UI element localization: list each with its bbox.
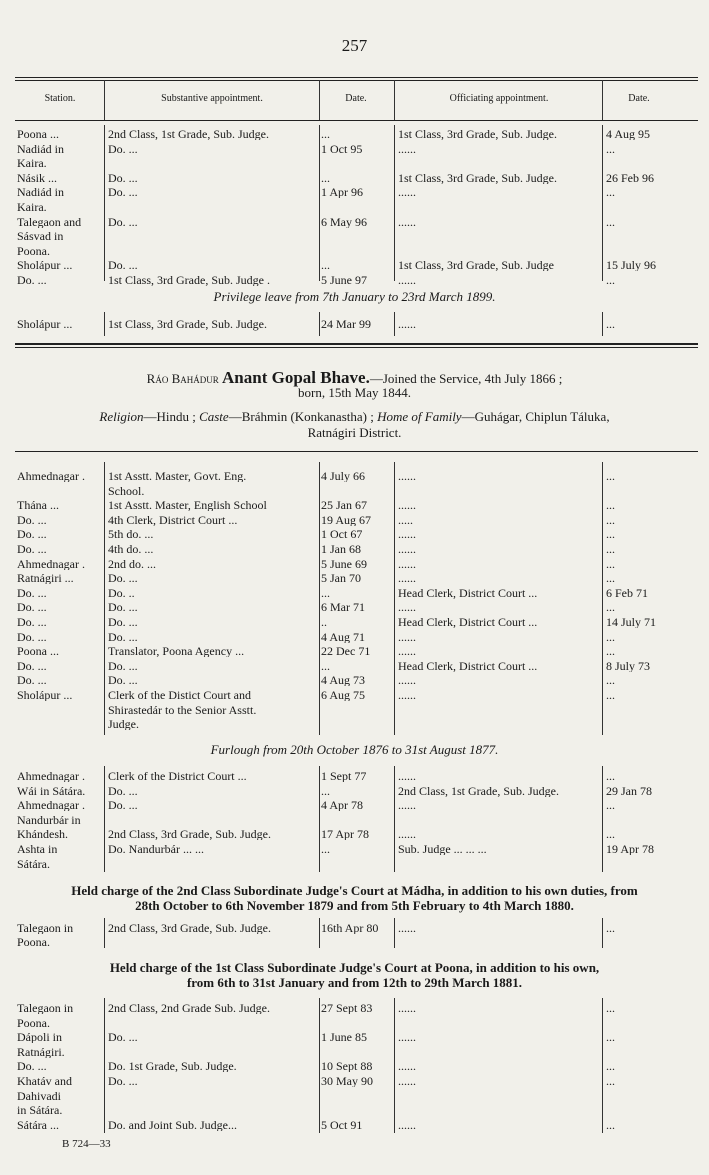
officiating-cell: ...... [398,645,416,658]
station-cell: Poona ... [17,645,59,658]
station-cell: Kaira. [17,157,47,170]
substantive-cell: Do. ... [108,784,138,797]
date-cell: ... [321,586,330,599]
substantive-cell: 1st Class, 3rd Grade, Sub. Judge . [108,274,270,286]
col-header-station: Station. [44,93,76,104]
column-divider [104,998,105,1133]
page-number: 257 [341,36,368,55]
religion: —Hindu ; [143,409,196,424]
officiating-date-cell: 26 Feb 96 [606,171,654,184]
officiating-cell: Head Clerk, District Court ... [398,586,538,599]
column-divider [319,766,320,872]
station-cell: Sásvad in [17,230,64,243]
held-charge-note-1: Held charge of the 2nd Class Subordinate Judge's Court at Mádha, in addition to his own duties, from [71,883,638,898]
substantive-cell: 1st Asstt. Master, Govt. Eng. [108,470,247,482]
substantive-cell: Do. ... [108,601,138,614]
station-cell: Do. ... [17,659,47,672]
substantive-cell: 2nd Class, 3rd Grade, Sub. Judge. [108,922,271,934]
station-cell: Ashta in [17,843,58,855]
bio-line-3 [0,410,709,424]
date-cell: ... [321,659,330,672]
station-cell: Do. ... [17,274,47,286]
substantive-cell: Clerk of the Distict Court and [108,689,251,701]
station-cell: Dahivadi [17,1089,61,1102]
station-cell: Khándesh. [17,828,68,841]
officiating-cell: ...... [398,1031,416,1044]
column-divider [602,125,603,281]
officiating-date-cell: ... [606,828,615,841]
header-divider [394,80,395,120]
officiating-date-cell: 19 Apr 78 [606,843,654,855]
officiating-date-cell: 14 July 71 [606,616,657,628]
date-cell: 5 June 97 [321,274,367,286]
footer-signature: B 724—33 [62,1138,111,1150]
officiating-date-cell: ... [606,601,615,614]
officiating-date-cell: ... [606,674,615,687]
substantive-cell: 2nd do. ... [108,557,156,570]
date-cell: 4 Aug 73 [321,674,366,687]
station-cell: Do. ... [17,586,47,599]
officiating-cell: 1st Class, 3rd Grade, Sub. Judge. [398,171,557,184]
officiating-cell: 1st Class, 3rd Grade, Sub. Judge [398,259,554,272]
substantive-cell: Clerk of the District Court ... [108,770,247,782]
officiating-cell: ...... [398,630,416,643]
substantive-cell: 4th do. ... [108,543,154,555]
station-cell: in Sátára. [17,1104,63,1117]
officiating-cell: ...... [398,543,416,555]
officiating-date-cell: ... [606,1118,615,1131]
date-cell: 5 June 69 [321,557,367,570]
substantive-cell: School. [108,484,145,497]
col-header-officiating: Officiating appointment. [449,93,549,104]
officiating-cell: ...... [398,274,416,286]
date-cell: 25 Jan 67 [321,499,367,512]
officiating-cell: ...... [398,528,416,541]
substantive-cell: Translator, Poona Agency ... [108,645,245,658]
officiating-date-cell: ... [606,528,615,541]
column-divider [394,125,395,281]
substantive-cell: Shirastedár to the Senior Asstt. [108,703,257,716]
officiating-cell: Sub. Judge ... ... ... [398,843,487,855]
column-divider [104,766,105,872]
substantive-cell: 5th do. ... [108,528,154,541]
officiating-cell: ...... [398,601,416,614]
bio-line-1: —Joined the Service, 4th July 1866 ; [369,371,563,386]
column-divider [319,998,320,1133]
date-cell: 5 Oct 91 [321,1118,363,1131]
substantive-cell: Do. ... [108,186,138,199]
station-cell: Dápoli in [17,1031,62,1044]
officiating-cell: ...... [398,470,416,482]
officiating-cell: ..... [398,513,413,526]
date-cell: 6 Aug 75 [321,689,366,701]
station-cell: Do. ... [17,674,47,687]
date-cell: 1 June 85 [321,1031,367,1044]
date-cell: 1 Oct 95 [321,142,363,155]
station-cell: Do. ... [17,1060,47,1073]
station-cell: Sholápur ... [17,259,73,272]
substantive-cell: Do. ... [108,659,138,672]
substantive-cell: Do. Nandurbár ... ... [108,843,204,855]
header-divider [602,80,603,120]
date-cell: .. [321,616,327,628]
bio-line-4: Ratnágiri District. [307,425,402,440]
officiating-cell: ...... [398,142,416,155]
date-cell: 16th Apr 80 [321,922,379,934]
officiating-date-cell: 6 Feb 71 [606,586,648,599]
column-divider [104,312,105,336]
station-cell: Nandurbár in [17,813,81,826]
station-cell: Do. ... [17,528,47,541]
date-cell: 1 Jan 68 [321,543,361,555]
table2-rule [15,451,698,452]
column-divider [602,766,603,872]
held-charge-note-2: Held charge of the 1st Class Subordinate Judge's Court at Poona, in addition to his own, [109,960,600,975]
col-header-date: Date. [345,93,367,104]
station-cell: Ratnágiri. [17,1045,65,1058]
substantive-cell: 1st Class, 3rd Grade, Sub. Judge. [108,317,267,331]
col-header-date-2: Date. [628,93,650,104]
substantive-cell: Do. ... [108,171,138,184]
officiating-cell: ...... [398,922,416,934]
officiating-cell: Head Clerk, District Court ... [398,616,538,628]
substantive-cell: Do. ... [108,572,138,585]
column-divider [104,918,105,948]
religion-label: Religion [99,409,144,424]
station-cell: Nadiád in [17,186,64,199]
date-cell: 1 Apr 96 [321,186,363,199]
substantive-cell: Do. ... [108,674,138,687]
officiating-date-cell: ... [606,274,615,286]
officiating-cell: ...... [398,215,416,228]
date-cell: 4 Apr 78 [321,799,363,812]
officiating-cell: ...... [398,572,416,585]
station-cell: Wái in Sátára. [17,784,86,797]
substantive-cell: 2nd Class, 3rd Grade, Sub. Judge. [108,828,271,841]
station-cell: Talegaon in [17,922,74,934]
date-cell: ... [321,843,330,855]
officiating-date-cell: ... [606,317,615,331]
date-cell: 1 Oct 67 [321,528,363,541]
officiating-cell: ...... [398,1060,416,1073]
held-charge-note-1b: 28th October to 6th November 1879 and from 5th February to 4th March 1880. [135,898,574,913]
column-divider [394,766,395,872]
station-cell: Talegaon and [17,215,82,228]
substantive-cell: 1st Asstt. Master, English School [108,499,267,512]
substantive-cell: Do. 1st Grade, Sub. Judge. [108,1060,237,1073]
officiating-date-cell: ... [606,543,615,555]
date-cell: 1 Sept 77 [321,770,367,782]
column-divider [319,312,320,336]
top-rule [15,77,698,78]
substantive-cell: Do. and Joint Sub. Judge... [108,1118,237,1131]
caste: —Bráhmin (Konkanastha) ; [228,409,374,424]
section-rule [15,343,698,345]
column-divider [319,125,320,281]
station-cell: Sholápur ... [17,689,73,701]
date-cell: ... [321,259,330,272]
date-cell: 6 Mar 71 [321,601,365,614]
column-divider [602,462,603,735]
column-divider [602,918,603,948]
officiating-date-cell: ... [606,513,615,526]
officiating-cell: Head Clerk, District Court ... [398,659,538,672]
date-cell: 5 Jan 70 [321,572,361,585]
station-cell: Khatáv and [17,1075,72,1087]
station-cell: Sátára. [17,857,50,870]
column-divider [104,462,105,735]
officiating-date-cell: ... [606,470,615,482]
substantive-cell: Judge. [108,718,139,731]
substantive-cell: Do. ... [108,1031,138,1044]
substantive-cell: Do. ... [108,259,138,272]
officiating-date-cell: 4 Aug 95 [606,128,651,140]
col-header-substantive: Substantive appointment. [161,93,263,104]
column-divider [394,312,395,336]
station-cell: Do. ... [17,543,47,555]
officiating-cell: ...... [398,557,416,570]
bio-header [0,368,709,387]
column-divider [394,918,395,948]
officiating-date-cell: ... [606,142,615,155]
officiating-date-cell: ... [606,1031,615,1044]
column-divider [602,312,603,336]
home: —Guhágar, Chiplun Táluka, [461,409,610,424]
substantive-cell: 2nd Class, 2nd Grade Sub. Judge. [108,1002,270,1014]
officiating-date-cell: ... [606,689,615,701]
station-cell: Nadiád in [17,142,64,155]
column-divider [394,998,395,1133]
substantive-cell: Do. ... [108,616,138,628]
header-divider [319,80,320,120]
header-rule [15,120,698,121]
officiating-cell: ...... [398,499,416,512]
date-cell: 30 May 90 [321,1075,373,1087]
section-rule-2 [15,347,698,348]
date-cell: 17 Apr 78 [321,828,369,841]
station-cell: Ahmednagar . [17,770,85,782]
date-cell: 4 Aug 71 [321,630,366,643]
bio-line-2: born, 15th May 1844. [297,385,412,400]
station-cell: Do. ... [17,630,47,643]
officiating-date-cell: 15 July 96 [606,259,657,272]
officiating-date-cell: ... [606,1060,615,1073]
officiating-date-cell: 8 July 73 [606,659,651,672]
station-cell: Do. ... [17,513,47,526]
date-cell: ... [321,171,330,184]
station-cell: Ahmednagar . [17,799,85,812]
substantive-cell: 2nd Class, 1st Grade, Sub. Judge. [108,128,269,140]
officiating-cell: ...... [398,799,416,812]
station-cell: Násik ... [17,171,57,184]
station-cell: Kaira. [17,201,47,213]
officiating-date-cell: ... [606,572,615,585]
substantive-cell: Do. .. [108,586,135,599]
officiating-cell: ...... [398,828,416,841]
officiating-date-cell: ... [606,922,615,934]
date-cell: 10 Sept 88 [321,1060,373,1073]
column-divider [104,125,105,281]
caste-label: Caste [199,409,229,424]
date-cell: 24 Mar 99 [321,317,371,331]
officiating-cell: ...... [398,317,416,331]
header-divider [104,80,105,120]
date-cell: 4 July 66 [321,470,366,482]
station-cell: Poona. [17,1016,50,1029]
column-divider [394,462,395,735]
substantive-cell: 4th Clerk, District Court ... [108,513,238,526]
station-cell: Thána ... [17,499,59,512]
substantive-cell: Do. ... [108,215,138,228]
honorific-title: Ráo Bahádur [146,371,219,386]
officiating-date-cell: 29 Jan 78 [606,784,652,797]
station-cell: Sátára ... [17,1118,59,1131]
officiating-cell: ...... [398,1075,416,1087]
column-divider [319,462,320,735]
officiating-cell: ...... [398,770,416,782]
officiating-cell: 1st Class, 3rd Grade, Sub. Judge. [398,128,557,140]
station-cell: Talegaon in [17,1002,74,1014]
station-cell: Poona. [17,244,50,257]
officiating-cell: ...... [398,1118,416,1131]
substantive-cell: Do. ... [108,630,138,643]
station-cell: Poona ... [17,128,59,140]
officiating-cell: ...... [398,186,416,199]
date-cell: 19 Aug 67 [321,513,372,526]
officiating-date-cell: ... [606,186,615,199]
station-cell: Poona. [17,936,50,948]
substantive-cell: Do. ... [108,799,138,812]
officiating-date-cell: ... [606,215,615,228]
date-cell: ... [321,128,330,140]
officiating-date-cell: ... [606,770,615,782]
station-cell: Do. ... [17,601,47,614]
officiating-date-cell: ... [606,630,615,643]
privilege-leave-note: Privilege leave from 7th January to 23rd March 1899. [213,289,496,304]
substantive-cell: Do. ... [108,1075,138,1087]
officiating-cell: 2nd Class, 1st Grade, Sub. Judge. [398,784,559,797]
station-cell: Ratnágiri ... [17,572,74,585]
officiating-date-cell: ... [606,799,615,812]
date-cell: ... [321,784,330,797]
station-cell: Do. ... [17,616,47,628]
date-cell: 22 Dec 71 [321,645,371,658]
furlough-note: Furlough from 20th October 1876 to 31st August 1877. [210,742,499,757]
top-rule-2 [15,80,698,81]
station-cell: Ahmednagar . [17,470,85,482]
held-charge-note-2b: from 6th to 31st January and from 12th to 29th March 1881. [186,975,523,990]
officiating-date-cell: ... [606,499,615,512]
officiating-cell: ...... [398,674,416,687]
substantive-cell: Do. ... [108,142,138,155]
home-label: Home of Family [377,409,462,424]
date-cell: 27 Sept 83 [321,1002,373,1014]
date-cell: 6 May 96 [321,215,367,228]
officiating-date-cell: ... [606,1002,615,1014]
officiating-date-cell: ... [606,1075,615,1087]
officer-name: Anant Gopal Bhave. [222,368,370,387]
officiating-date-cell: ... [606,645,615,658]
column-divider [319,918,320,948]
officiating-cell: ...... [398,1002,416,1014]
officiating-date-cell: ... [606,557,615,570]
officiating-cell: ...... [398,689,416,701]
column-divider [602,998,603,1133]
station-cell: Sholápur ... [17,317,73,331]
station-cell: Ahmednagar . [17,557,85,570]
